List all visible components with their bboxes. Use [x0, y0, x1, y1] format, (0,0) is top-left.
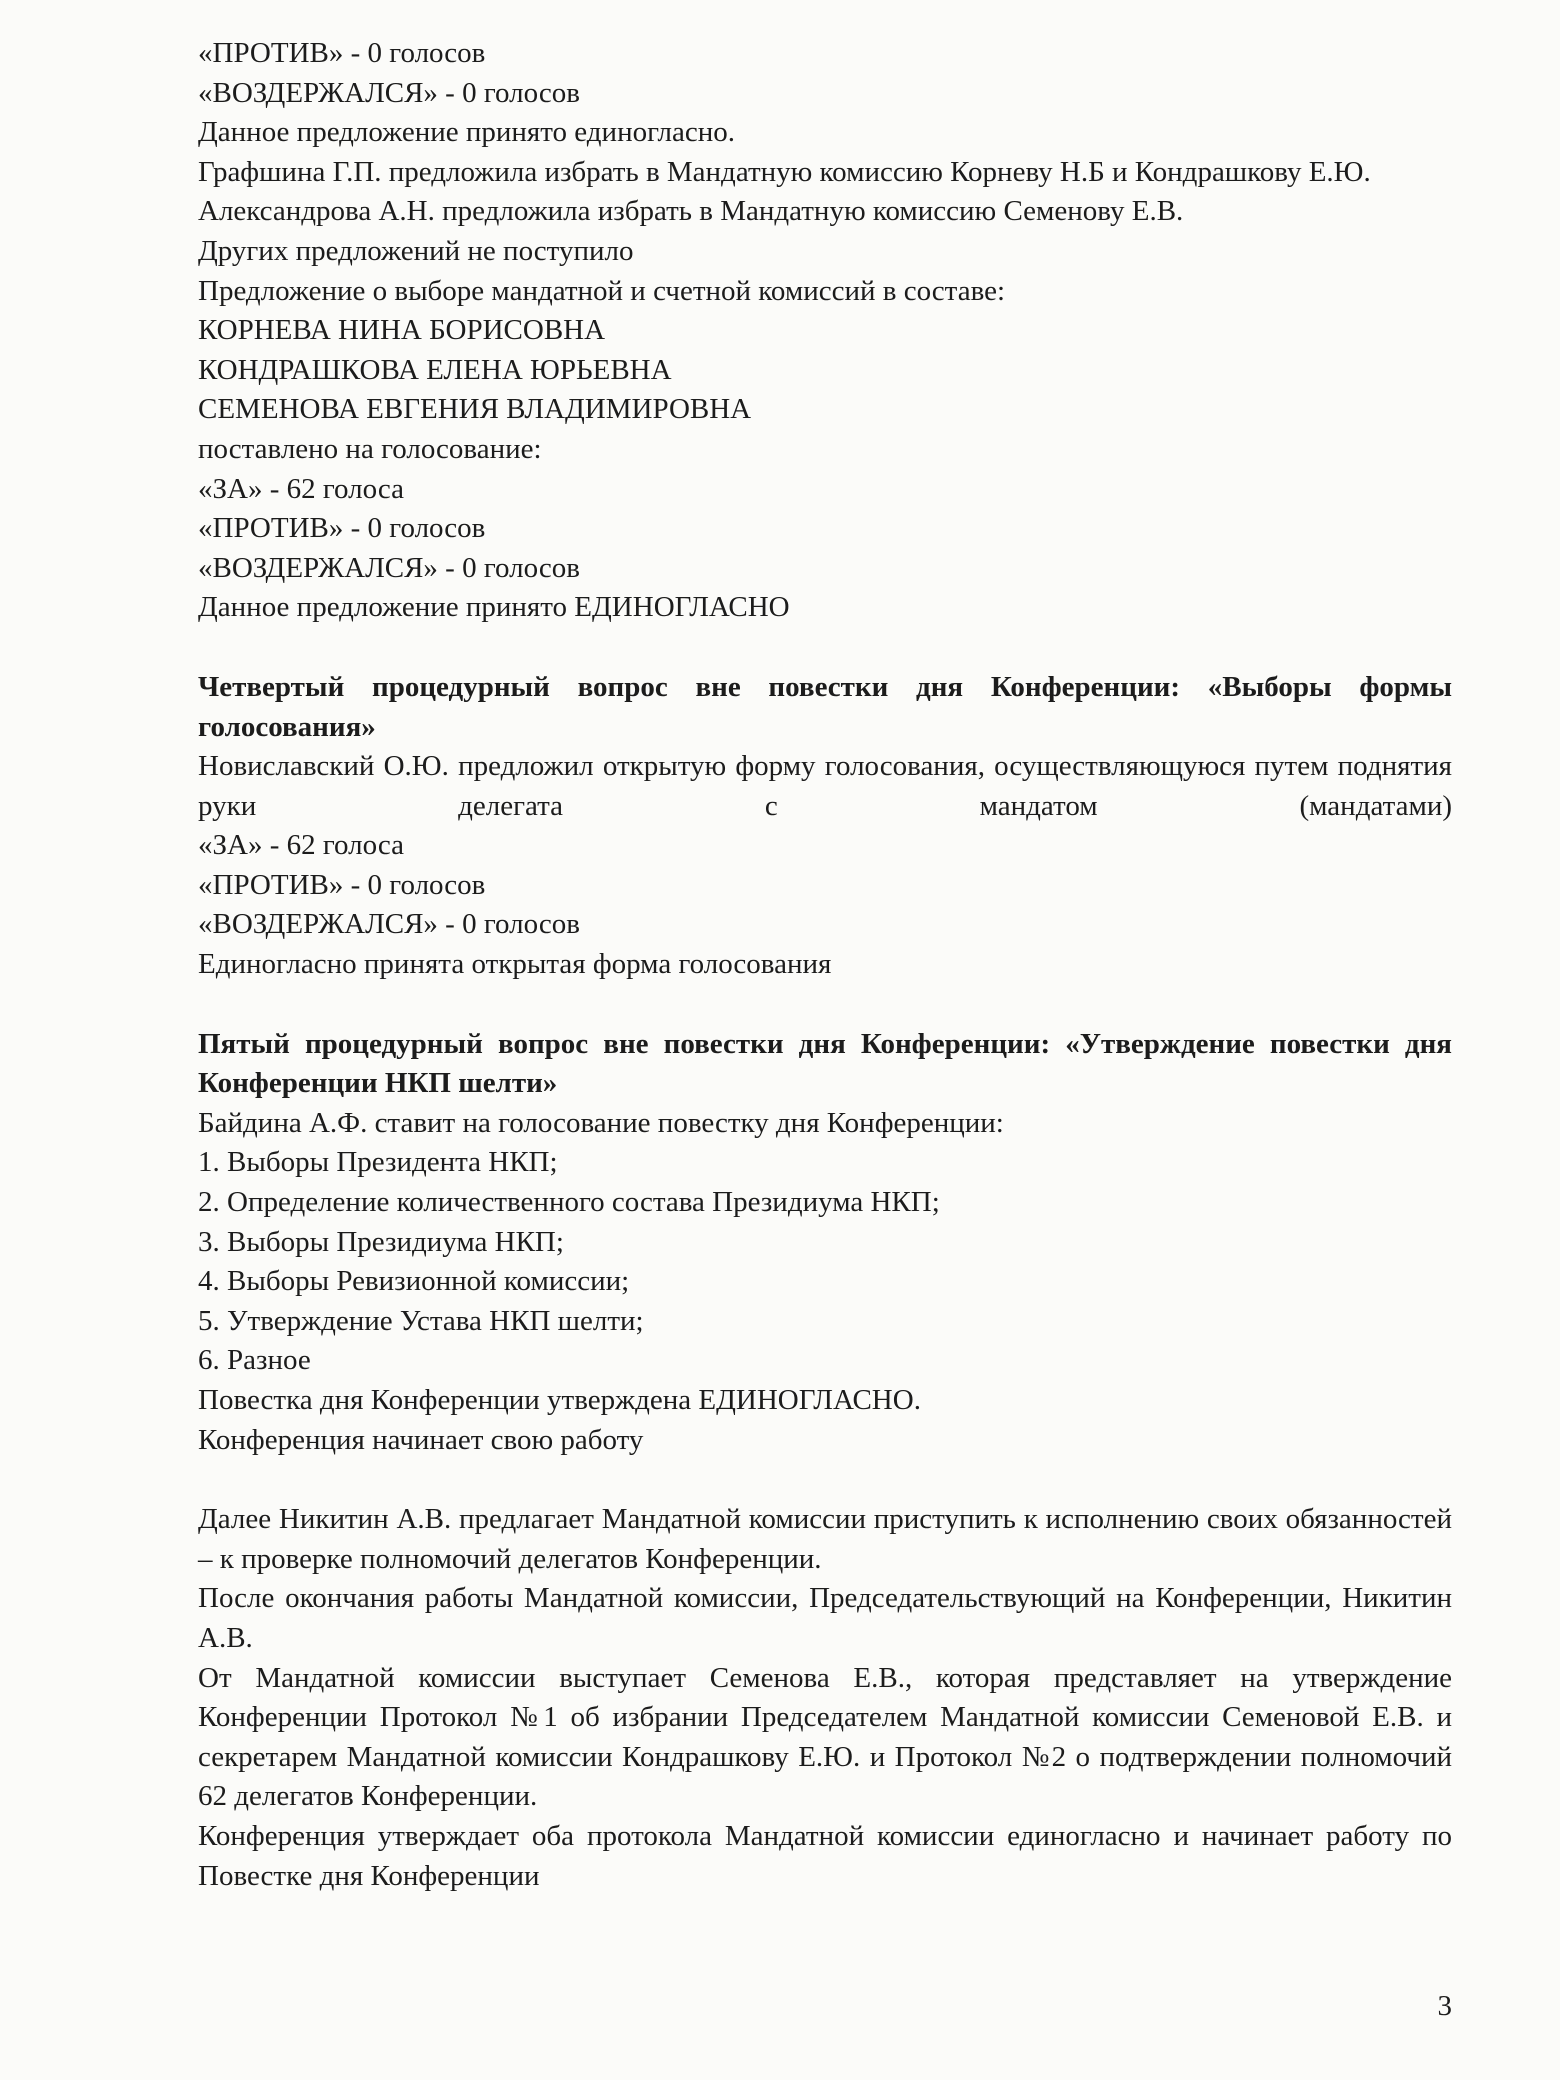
voting-form-paragraph: Новиславский О.Ю. предложил открытую форму голосования, осуществляющуюся путем поднятия руки делегата с мандатом (мандатами): [198, 750, 1452, 822]
body-paragraph: Конференция утверждает оба протокола Мандатной комиссии единогласно и начинает работу по Повестке дня Конференции: [198, 1819, 1452, 1892]
body-paragraph: Далее Никитин А.В. предлагает Мандатной комиссии приступить к исполнению своих обязанностей – к проверке полномочий делегатов Конференции.: [198, 1503, 1452, 1575]
paragraph-gap: [198, 985, 1452, 1025]
vote-abstain-line: «ВОЗДЕРЖАЛСЯ» - 0 голосов: [198, 908, 580, 941]
decision-line: Единогласно принята открытая форма голосования: [198, 948, 832, 981]
vote-against-line: «ПРОТИВ» - 0 голосов: [198, 512, 486, 545]
nomination-paragraph: Графшина Г.П. предложила избрать в Мандатную комиссию Корневу Н.Б и Кондрашкову Е.Ю.: [198, 155, 1371, 188]
vote-against-line: «ПРОТИВ» - 0 голосов: [198, 37, 486, 69]
commission-member-name: СЕМЕНОВА ЕВГЕНИЯ ВЛАДИМИРОВНА: [198, 393, 752, 426]
page-number: 3: [1437, 1990, 1452, 2022]
paragraph-gap: [198, 628, 1452, 668]
section-heading: Пятый процедурный вопрос вне повестки дня Конференции: «Утверждение повестки дня Конференции НКП шелти»: [198, 1027, 1452, 1100]
decision-line: Повестка дня Конференции утверждена ЕДИНОГЛАСНО.: [198, 1384, 921, 1416]
commission-member-name: КОНДРАШКОВА ЕЛЕНА ЮРЬЕВНА: [198, 353, 672, 386]
decision-line: Данное предложение принято единогласно.: [198, 116, 735, 149]
put-to-vote-line: поставлено на голосование:: [198, 432, 542, 465]
agenda-item: 5. Утверждение Устава НКП шелти;: [198, 1304, 644, 1337]
section-heading: Четвертый процедурный вопрос вне повестки дня Конференции: «Выборы формы голосования»: [198, 670, 1452, 743]
agenda-item: 3. Выборы Президиума НКП;: [198, 1225, 564, 1258]
agenda-item: 1. Выборы Президента НКП;: [198, 1146, 558, 1179]
agenda-item: 2. Определение количественного состава Президиума НКП;: [198, 1186, 940, 1219]
conference-start-line: Конференция начинает свою работу: [198, 1423, 644, 1456]
nomination-line: Александрова А.Н. предложила избрать в Мандатную комиссию Семенову Е.В.: [198, 195, 1184, 228]
vote-for-line: «ЗА» - 62 голоса: [198, 829, 404, 862]
paragraph-gap: [198, 1460, 1452, 1500]
decision-line: Данное предложение принято ЕДИНОГЛАСНО: [198, 591, 790, 624]
body-paragraph: После окончания работы Мандатной комиссии, Председательствующий на Конференции, Никитин А.В.: [198, 1582, 1452, 1654]
vote-abstain-line: «ВОЗДЕРЖАЛСЯ» - 0 голосов: [198, 551, 580, 584]
commission-member-name: КОРНЕВА НИНА БОРИСОВНА: [198, 314, 606, 347]
vote-for-line: «ЗА» - 62 голоса: [198, 472, 404, 505]
no-other-proposals-line: Других предложений не поступило: [198, 234, 634, 267]
commission-proposal-line: Предложение о выборе мандатной и счетной комиссий в составе:: [198, 274, 1006, 307]
vote-against-line: «ПРОТИВ» - 0 голосов: [198, 868, 486, 901]
agenda-item: 4. Выборы Ревизионной комиссии;: [198, 1265, 630, 1298]
agenda-item: 6. Разное: [198, 1344, 311, 1377]
body-paragraph: От Мандатной комиссии выступает Семенова Е.В., которая представляет на утверждение Конференции Протокол №1 об избрании Председателем Мандатной комиссии Семеновой Е.В. и секретарем Мандатной комиссии Кондрашкову Е.Ю. и Протокол №2 о подтверждении полномочий 62 делегатов Конференции.: [198, 1661, 1452, 1813]
agenda-intro-line: Байдина А.Ф. ставит на голосование повестку дня Конференции:: [198, 1106, 1004, 1139]
vote-abstain-line: «ВОЗДЕРЖАЛСЯ» - 0 голосов: [198, 76, 580, 109]
